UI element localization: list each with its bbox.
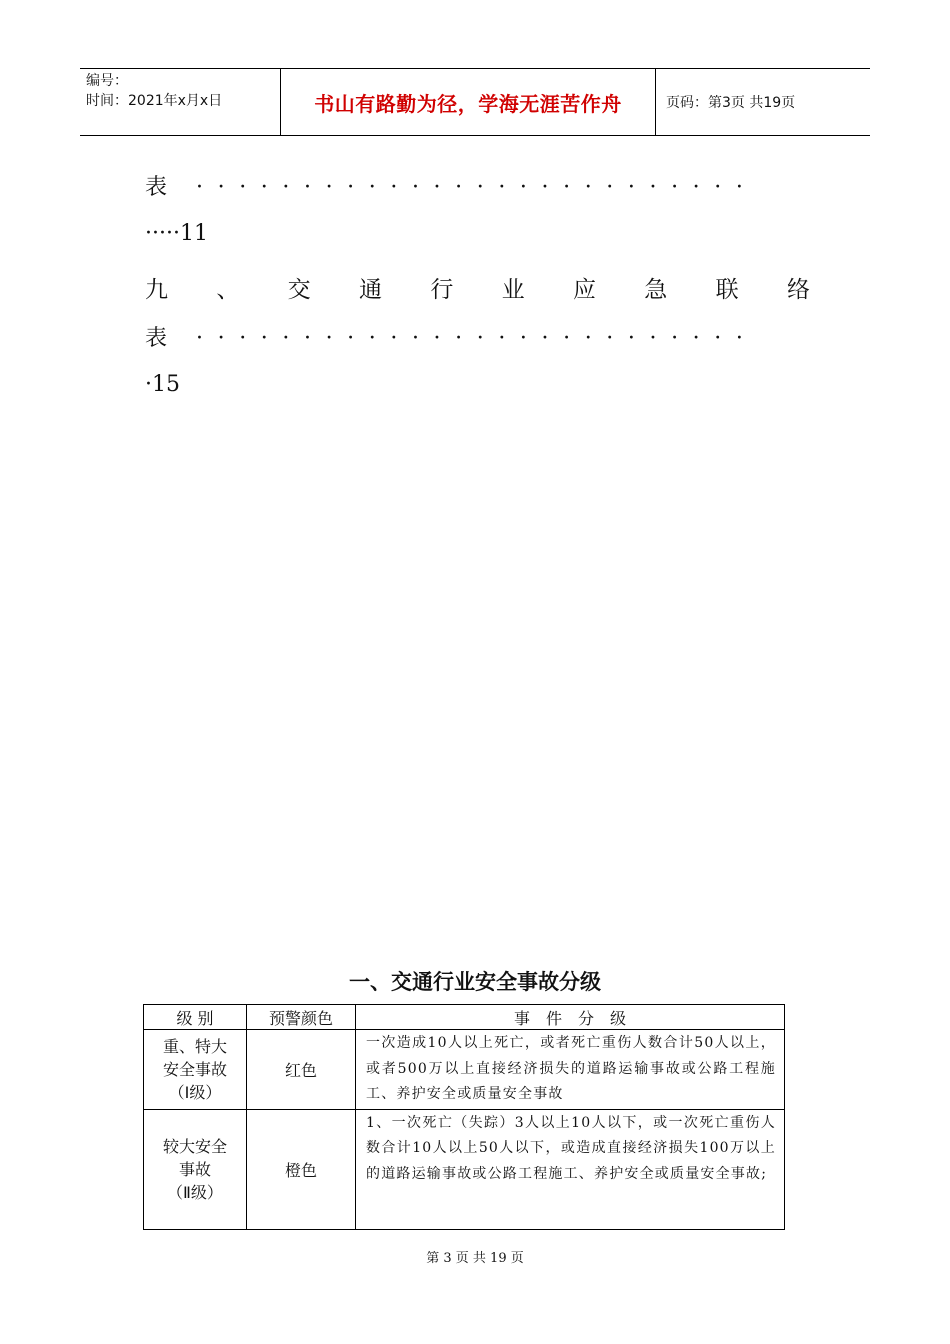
accident-grading-table — [143, 1004, 785, 1230]
toc-item-9-char: 急 — [644, 277, 668, 303]
table-header-row — [144, 1005, 785, 1030]
header-page-info: 页码：第3页 共19页 — [666, 95, 796, 111]
column-header-color: 预警颜色 — [247, 1005, 356, 1030]
warning-color-cell: 红色 — [247, 1030, 356, 1110]
toc-item-9-char: 九 — [145, 277, 168, 303]
toc-item-9-char: 应 — [572, 277, 596, 303]
level-text: 重、特大 — [162, 1036, 227, 1056]
column-header-level: 级 别 — [144, 1005, 247, 1030]
toc-line — [145, 321, 757, 352]
level-cell — [144, 1109, 247, 1229]
level-text: 较大安全 — [162, 1136, 227, 1156]
table-row — [144, 1030, 785, 1110]
toc-line-head: 表 — [145, 175, 168, 200]
toc-dot-leader: ·························· — [196, 326, 758, 351]
header-meta-cell — [80, 69, 281, 135]
toc-dot-leader: ·························· — [196, 175, 758, 200]
number-label: 编号： — [86, 73, 128, 89]
toc-item-9-char: 通 — [358, 277, 382, 303]
toc-item-9-char: 交 — [287, 277, 311, 303]
toc-item-9-char: 行 — [430, 277, 454, 303]
level-grade: （Ⅰ级） — [168, 1082, 222, 1102]
time-label: 时间：2021年x月x日 — [86, 93, 223, 109]
column-header-event: 事 件 分 级 — [356, 1005, 785, 1030]
toc-item-9-char: 联 — [715, 277, 739, 303]
toc-item-9-char: 、 — [216, 277, 240, 303]
level-text: 安全事故 — [162, 1059, 227, 1079]
event-description-cell: 一次造成10人以上死亡，或者死亡重伤人数合计50人以上，或者500万以上直接经济损失的道路运输事故或公路工程施工、养护安全或质量安全事故 — [356, 1030, 785, 1110]
event-description-cell: 1、一次死亡（失踪）3人以上10人以下，或一次死亡重伤人数合计10人以上50人以下，或造成直接经济损失100万以上的道路运输事故或公路工程施工、养护安全或质量安全事故; — [356, 1109, 785, 1229]
page-footer: 第 3 页 共 19 页 — [426, 1251, 524, 1266]
toc-page-ref: ·15 — [145, 372, 180, 397]
table-row — [144, 1109, 785, 1229]
toc-line — [145, 170, 757, 201]
toc-line-head: 表 — [145, 326, 168, 351]
header-motto: 书山有路勤为径，学海无涯苦作舟 — [281, 69, 656, 135]
level-text: 事故 — [178, 1159, 211, 1179]
toc-item-9 — [145, 271, 810, 304]
toc-item-9-char: 络 — [786, 277, 810, 303]
toc-page-ref: ·····11 — [145, 221, 208, 246]
level-cell — [144, 1030, 247, 1110]
toc-item-9-char: 业 — [501, 277, 525, 303]
section-title: 一、交通行业安全事故分级 — [349, 970, 601, 994]
warning-color-cell: 橙色 — [247, 1109, 356, 1229]
document-header — [80, 68, 870, 136]
level-grade: （Ⅱ级） — [167, 1182, 223, 1202]
